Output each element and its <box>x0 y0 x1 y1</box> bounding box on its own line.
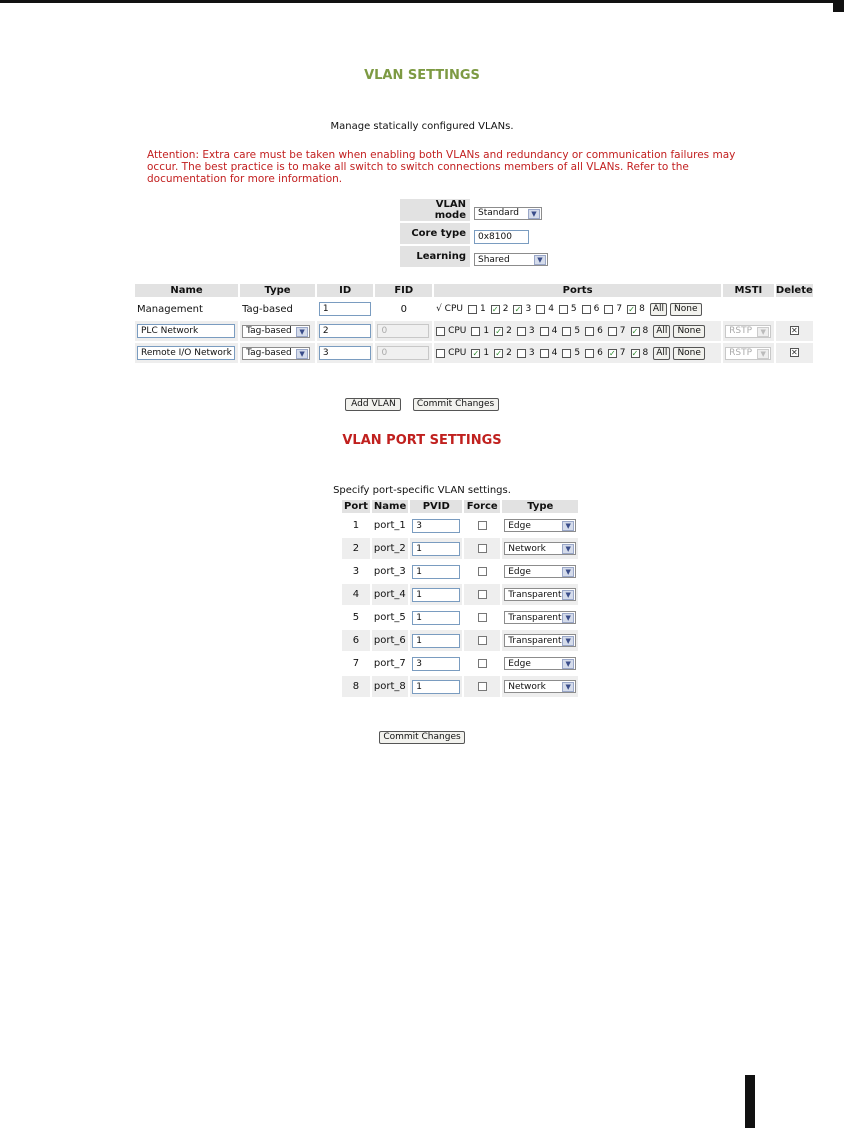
port-5-checkbox[interactable] <box>562 349 571 358</box>
port-number-label: 4 <box>551 326 558 336</box>
chevron-down-icon: ▼ <box>296 349 308 359</box>
port-name: port_2 <box>372 538 408 559</box>
port-row <box>342 584 578 605</box>
chevron-down-icon: ▼ <box>562 521 574 531</box>
col-id: ID <box>317 284 374 297</box>
port-number-label: 8 <box>642 326 649 336</box>
port-4-checkbox[interactable] <box>540 327 549 336</box>
port-actions <box>0 724 844 744</box>
msti-select[interactable] <box>725 325 771 338</box>
port-type-select[interactable] <box>504 588 576 601</box>
bottom-edge-mark <box>745 1075 755 1128</box>
select-all-ports-button[interactable]: All <box>653 347 670 360</box>
port-name: port_1 <box>373 520 406 531</box>
port-type-select-value: Transparent <box>508 589 562 600</box>
port-2-checkbox[interactable]: ✓ <box>495 348 502 358</box>
vlan-name-input[interactable]: PLC Network <box>137 324 235 338</box>
port-type-select[interactable] <box>504 565 576 578</box>
pvid-input[interactable]: 3 <box>412 657 460 671</box>
chevron-down-icon: ▼ <box>562 659 574 669</box>
port-1-checkbox[interactable]: ✓ <box>472 348 480 358</box>
vlan-actions <box>0 391 844 411</box>
vlan-row <box>135 343 813 363</box>
port-number-label: 1 <box>483 326 490 336</box>
port-8-checkbox[interactable]: ✓ <box>631 348 639 358</box>
col-port-name: Name <box>373 501 407 512</box>
force-checkbox[interactable] <box>478 521 487 530</box>
port-5-checkbox[interactable] <box>562 327 571 336</box>
core-type-label: Core type <box>400 223 470 244</box>
select-all-ports-button[interactable]: All <box>653 325 670 338</box>
port-row <box>342 515 578 536</box>
port-number-label: 6 <box>593 304 600 314</box>
port-7-checkbox[interactable] <box>608 327 617 336</box>
vlan-mode-label: VLAN mode <box>400 199 470 221</box>
chevron-down-icon: ▼ <box>562 613 574 623</box>
port-row <box>342 653 578 674</box>
chevron-down-icon: ▼ <box>534 255 546 265</box>
port-name: port_8 <box>372 676 408 697</box>
page-subtitle: Manage statically configured VLANs. <box>330 121 514 132</box>
add-vlan-button[interactable]: Add VLAN <box>345 398 401 411</box>
port-number-label: 5 <box>570 304 577 314</box>
port-number: 4 <box>342 584 370 605</box>
cpu-checkbox[interactable] <box>436 327 445 336</box>
port-4-checkbox[interactable] <box>540 349 549 358</box>
vlan-port-members <box>436 325 719 338</box>
top-corner-mark <box>833 0 844 12</box>
port-number-label: 5 <box>574 348 581 358</box>
force-checkbox[interactable] <box>478 682 487 691</box>
port-number-label: 8 <box>639 304 645 314</box>
pvid-input[interactable]: 3 <box>412 519 460 533</box>
pvid-input[interactable]: 1 <box>412 588 460 602</box>
vlan-table-header <box>135 284 813 297</box>
vlan-id-input[interactable]: 1 <box>319 302 371 316</box>
port-7-checkbox[interactable] <box>604 305 613 314</box>
port-settings-subtitle: Specify port-specific VLAN settings. <box>333 485 511 496</box>
col-port-type: Type <box>502 500 578 513</box>
chevron-down-icon: ▼ <box>562 567 574 577</box>
delete-vlan-checkbox[interactable]: ✕ <box>790 326 798 335</box>
port-4-checkbox[interactable] <box>536 305 545 314</box>
pvid-input[interactable]: 1 <box>412 634 460 648</box>
chevron-down-icon: ▼ <box>528 209 540 219</box>
port-type-select-value: Network <box>508 543 546 554</box>
port-number-label: 5 <box>574 326 581 336</box>
vlan-name: Management <box>137 303 203 315</box>
col-type: Type <box>240 284 315 297</box>
port-settings-title: VLAN PORT SETTINGS <box>342 433 502 448</box>
vlan-type-select-value: Tag-based <box>246 326 292 336</box>
port-3-checkbox[interactable]: ✓ <box>514 304 522 314</box>
port-type-select[interactable] <box>504 519 576 532</box>
vlan-table <box>133 282 815 365</box>
port-number-label: 4 <box>551 348 558 358</box>
port-number: 1 <box>352 520 360 531</box>
vlan-port-members <box>436 347 719 360</box>
chevron-down-icon: ▼ <box>757 327 769 337</box>
port-number-label: 3 <box>528 326 535 336</box>
port-type-select-value: Network <box>508 681 546 692</box>
vlan-type-select-value: Tag-based <box>246 348 292 358</box>
chevron-down-icon: ▼ <box>562 682 574 692</box>
vlan-id-input[interactable]: 2 <box>319 324 371 338</box>
port-number-label: 2 <box>506 348 512 358</box>
port-6-checkbox[interactable] <box>585 349 594 358</box>
cpu-label: √ CPU <box>436 304 463 314</box>
vlan-row <box>135 321 813 341</box>
port-name: port_3 <box>373 566 406 577</box>
force-checkbox[interactable] <box>478 590 487 599</box>
port-2-checkbox[interactable]: ✓ <box>491 304 499 314</box>
msti-select[interactable] <box>725 347 771 360</box>
port-number-label: 7 <box>619 348 626 358</box>
port-number-label: 8 <box>642 348 649 358</box>
port-row <box>342 561 578 582</box>
col-ports: Ports <box>434 284 721 297</box>
col-name: Name <box>135 284 238 297</box>
port-6-checkbox[interactable] <box>585 327 594 336</box>
chevron-down-icon: ▼ <box>562 636 574 646</box>
select-no-ports-button[interactable]: None <box>673 347 704 360</box>
port-3-checkbox[interactable] <box>517 349 526 358</box>
port-5-checkbox[interactable] <box>559 305 568 314</box>
select-no-ports-button[interactable]: None <box>670 303 701 316</box>
col-port: Port <box>344 501 368 512</box>
vlan-type-select[interactable] <box>242 325 310 338</box>
port-name: port_4 <box>372 584 408 605</box>
port-table <box>340 498 580 699</box>
port-1-checkbox[interactable] <box>468 305 477 314</box>
port-number: 5 <box>352 612 360 623</box>
port-number: 7 <box>352 658 360 669</box>
col-pvid: PVID <box>410 500 462 513</box>
chevron-down-icon: ▼ <box>757 349 769 359</box>
core-type-input[interactable]: 0x8100 <box>474 230 529 244</box>
attention-message: Attention: Extra care must be taken when enabling both VLANs and redundancy or communication failures may occur. The best practice is to make all switch to switch connections members of all VLANs. Refer to the documentation for more information. <box>147 149 736 185</box>
port-row <box>342 676 578 697</box>
port-type-select[interactable] <box>504 657 576 670</box>
top-rule <box>0 0 838 3</box>
col-fid: FID <box>375 284 432 297</box>
port-number-label: 4 <box>548 304 554 314</box>
port-type-select[interactable] <box>504 680 576 693</box>
select-no-ports-button[interactable]: None <box>673 325 704 338</box>
vlan-row <box>135 299 813 319</box>
port-8-checkbox[interactable]: ✓ <box>631 326 639 336</box>
port-number: 2 <box>342 538 370 559</box>
port-type-select[interactable] <box>504 542 576 555</box>
port-type-select[interactable] <box>504 611 576 624</box>
port-type-select-value: Transparent <box>508 635 562 646</box>
vlan-type: Tag-based <box>242 303 293 315</box>
cpu-label: CPU <box>448 348 467 358</box>
port-number: 6 <box>342 630 370 651</box>
port-row <box>342 607 578 628</box>
port-7-checkbox[interactable]: ✓ <box>608 348 616 358</box>
learning-select[interactable] <box>474 253 548 266</box>
port-type-select-value: Transparent <box>508 612 562 623</box>
force-checkbox[interactable] <box>478 636 487 645</box>
port-name: port_5 <box>373 612 406 623</box>
delete-vlan-checkbox[interactable]: ✕ <box>790 348 798 357</box>
learning-value: Shared <box>478 254 510 265</box>
port-1-checkbox[interactable] <box>471 327 480 336</box>
cpu-label: CPU <box>448 326 467 336</box>
port-number: 3 <box>352 566 360 577</box>
commit-port-changes-button[interactable]: Commit Changes <box>379 731 465 744</box>
learning-label: Learning <box>400 246 470 267</box>
port-type-select-value: Edge <box>508 566 531 577</box>
port-type-select-value: Edge <box>508 658 531 669</box>
vlan-fid: 0 <box>400 303 407 315</box>
port-8-checkbox[interactable]: ✓ <box>628 304 635 314</box>
port-name: port_7 <box>373 658 406 669</box>
force-checkbox[interactable] <box>478 659 487 668</box>
port-number-label: 6 <box>597 348 603 358</box>
port-6-checkbox[interactable] <box>582 305 591 314</box>
vlan-fid-input: 0 <box>377 346 429 360</box>
select-all-ports-button[interactable]: All <box>650 303 667 316</box>
pvid-input[interactable]: 1 <box>412 542 460 556</box>
col-msti: MSTI <box>723 284 774 297</box>
force-checkbox[interactable] <box>478 567 487 576</box>
vlan-name-input[interactable]: Remote I/O Network <box>137 346 235 360</box>
vlan-mode-select[interactable] <box>474 207 542 220</box>
pvid-input[interactable]: 1 <box>412 565 460 579</box>
port-3-checkbox[interactable] <box>517 327 526 336</box>
chevron-down-icon: ▼ <box>296 327 308 337</box>
commit-changes-button[interactable]: Commit Changes <box>413 398 499 411</box>
vlan-type-select[interactable] <box>242 347 310 360</box>
port-number-label: 6 <box>597 326 603 336</box>
chevron-down-icon: ▼ <box>562 590 574 600</box>
vlan-id-input[interactable]: 3 <box>319 346 371 360</box>
vlan-global-settings <box>398 197 552 269</box>
port-number-label: 2 <box>506 326 512 336</box>
page-title: VLAN SETTINGS <box>364 68 480 83</box>
force-checkbox[interactable] <box>478 613 487 622</box>
vlan-port-members <box>436 303 719 316</box>
msti-select-value: RSTP <box>729 326 753 336</box>
port-row <box>342 538 578 559</box>
vlan-fid-input: 0 <box>377 324 429 338</box>
chevron-down-icon: ▼ <box>562 544 574 554</box>
port-number-label: 3 <box>528 348 535 358</box>
pvid-input[interactable]: 1 <box>412 611 460 625</box>
col-delete: Delete <box>775 285 813 296</box>
col-force: Force <box>464 500 500 513</box>
vlan-mode-value: Standard <box>478 208 519 219</box>
port-2-checkbox[interactable]: ✓ <box>495 326 502 336</box>
msti-select-value: RSTP <box>729 348 753 358</box>
port-number-label: 7 <box>616 304 623 314</box>
port-type-select[interactable] <box>504 634 576 647</box>
port-number-label: 7 <box>619 326 626 336</box>
port-number-label: 1 <box>483 348 490 358</box>
port-row <box>342 630 578 651</box>
port-name: port_6 <box>372 630 408 651</box>
force-checkbox[interactable] <box>478 544 487 553</box>
port-number-label: 2 <box>502 304 509 314</box>
port-number-label: 3 <box>525 304 532 314</box>
cpu-checkbox[interactable] <box>436 349 445 358</box>
port-type-select-value: Edge <box>508 520 531 531</box>
port-number-label: 1 <box>479 304 486 314</box>
port-table-header <box>342 500 578 513</box>
pvid-input[interactable]: 1 <box>412 680 460 694</box>
port-number: 8 <box>342 676 370 697</box>
